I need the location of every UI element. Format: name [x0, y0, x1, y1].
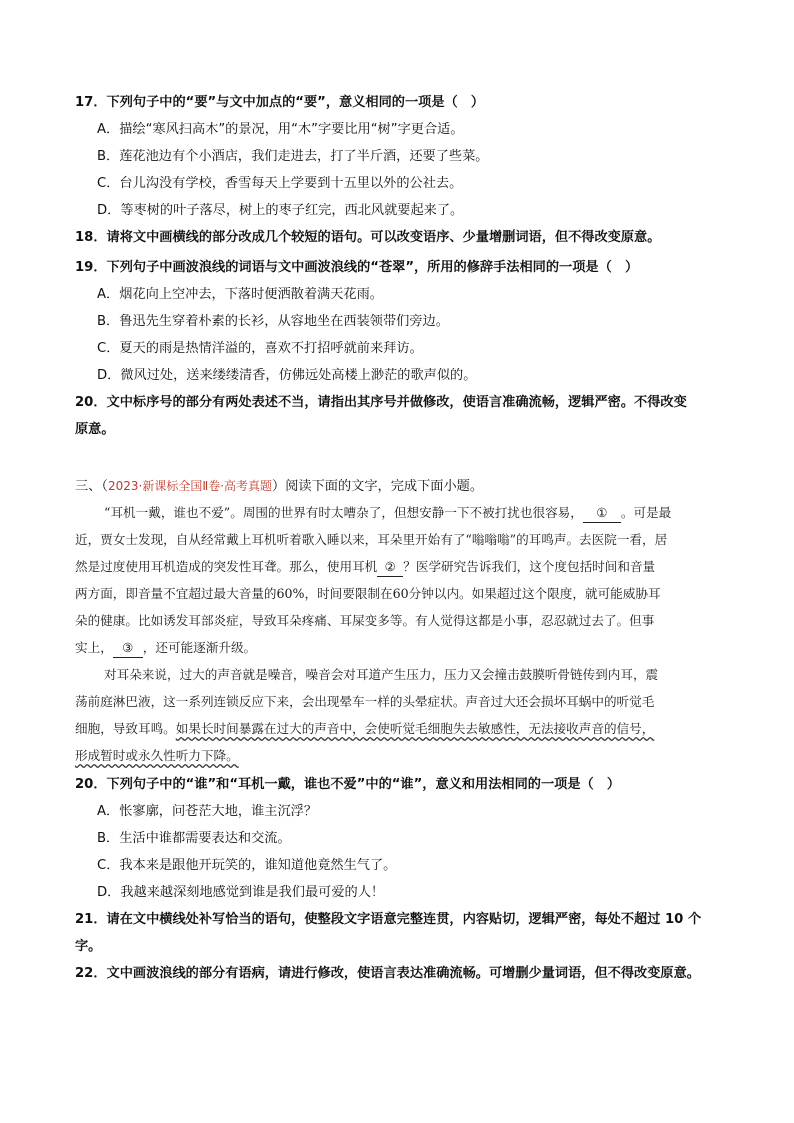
question-20b-option-d: D．我越来越深刻地感觉到谁是我们最可爱的人！: [97, 885, 385, 900]
passage-text: 实上，: [75, 640, 113, 655]
passage-text: 然是过度使用耳机造成的突发性耳聋。那么，使用耳机: [75, 559, 378, 574]
section-3-prefix: 三、（: [75, 479, 108, 494]
passage-p2-line1: 对耳朵来说，过大的声音就是噪音，噪音会对耳道产生压力，压力又会撞击鼓膜听骨链传到内耳，震: [104, 667, 659, 682]
section-3-source: 2023·新课标全国Ⅱ卷·高考真题: [107, 479, 273, 493]
question-17-option-d: D．等枣树的叶子落尽，树上的枣子红完，西北风就要起来了。: [97, 203, 464, 218]
passage-text: ，还可能逐渐升级。: [142, 640, 257, 655]
question-17-stem: 17．下列句子中的“要”与文中加点的“要”，意义相同的一项是（ ）: [75, 95, 485, 110]
question-20b-stem: 20．下列句子中的“谁”和“耳机一戴，谁也不爱”中的“谁”，意义和用法相同的一项是（ ）: [75, 777, 621, 792]
question-20a-stem-line2: 原意。: [75, 422, 115, 437]
passage-p1-line1: [104, 504, 671, 523]
question-18-stem: 18．请将文中画横线的部分改成几个较短的语句。可以改变语序、少量增删词语，但不得改变原意。: [75, 230, 661, 245]
question-19-option-b: B．鲁迅先生穿着朴素的长衫，从容地坐在西装领带们旁边。: [97, 314, 449, 329]
question-20b-option-c: C．我本来是跟他开玩笑的，谁知道他竟然生气了。: [97, 858, 397, 873]
question-21-stem-line1: 21．请在文中横线处补写恰当的语句，使整段文字语意完整连贯，内容贴切，逻辑严密，每处不超过 10 个: [75, 912, 702, 927]
blank-3: ③: [113, 639, 143, 658]
passage-text: “耳机一戴，谁也不爱”。周围的世界有时太嘈杂了，但想安静一下不被打扰也很容易，: [104, 505, 583, 520]
passage-text: ？医学研究告诉我们，这个度包括时间和音量: [403, 559, 656, 574]
question-21-stem-line2: 字。: [75, 939, 102, 954]
passage-text: 。可是最: [620, 505, 672, 520]
passage-p1-line4: 两方面，即音量不宜超过最大音量的60%，时间要限制在60分钟以内。如果超过这个限度，就可能威胁耳: [75, 586, 661, 601]
question-20a-stem-line1: 20．文中标序号的部分有两处表述不当，请指出其序号并做修改，使语言准确流畅，逻辑严密。不得改变: [75, 395, 687, 410]
blank-1: ①: [583, 504, 621, 523]
passage-p2-line2: 荡前庭淋巴液，这一系列连锁反应下来，会出现晕车一样的头晕症状。声音过大还会损坏耳蜗中的听觉毛: [75, 694, 655, 709]
question-19-option-a: A．烟花向上空冲去，下落时便洒散着满天花雨。: [97, 287, 383, 302]
question-19-option-d: D．微风过处，送来缕缕清香，仿佛远处高楼上渺茫的歌声似的。: [97, 368, 477, 383]
question-17-option-c: C．台儿沟没有学校，香雪每天上学要到十五里以外的公社去。: [97, 176, 463, 191]
question-22-stem: 22．文中画波浪线的部分有语病，请进行修改，使语言表达准确流畅。可增删少量词语，但不得改变原意。: [75, 966, 700, 981]
section-3-header: [75, 477, 483, 496]
section-3-instruction: ）阅读下面的文字，完成下面小题。: [272, 479, 484, 494]
passage-p1-line6: [75, 639, 256, 658]
wavy-underlined-text: 形成暂时或永久性听力下降。: [75, 748, 239, 763]
question-20b-option-a: A．怅寥廓，问苍茫大地，谁主沉浮？: [97, 804, 318, 819]
wavy-underlined-text: 如果长时间暴露在过大的声音中，会使听觉毛细胞失去敏感性，无法接收声音的信号，: [175, 721, 655, 736]
passage-p1-line3: [75, 558, 655, 577]
question-17-option-a: A．描绘“寒风扫高木”的景况，用“木”字要比用“树”字更合适。: [97, 122, 464, 137]
passage-p1-line2: 近，贾女士发现，自从经常戴上耳机听着歌入睡以来，耳朵里开始有了“嗡嗡嗡”的耳鸣声。去医院一看，居: [75, 532, 668, 547]
passage-p2-line4: [75, 747, 239, 765]
passage-p2-line3: [75, 720, 654, 738]
question-19-option-c: C．夏天的雨是热情洋溢的，喜欢不打招呼就前来拜访。: [97, 341, 423, 356]
question-17-option-b: B．莲花池边有个小酒店，我们走进去，打了半斤酒，还要了些菜。: [97, 149, 489, 164]
blank-2: ②: [377, 558, 403, 577]
passage-text: 细胞，导致耳鸣。: [75, 721, 176, 736]
question-19-stem: 19．下列句子中画波浪线的词语与文中画波浪线的“苍翠”，所用的修辞手法相同的一项是（ ）: [75, 260, 639, 275]
passage-p1-line5: 朵的健康。比如诱发耳部炎症，导致耳朵疼痛、耳屎变多等。有人觉得这都是小事，忍忍就过去了。但事: [75, 613, 655, 628]
question-20b-option-b: B．生活中谁都需要表达和交流。: [97, 831, 291, 846]
